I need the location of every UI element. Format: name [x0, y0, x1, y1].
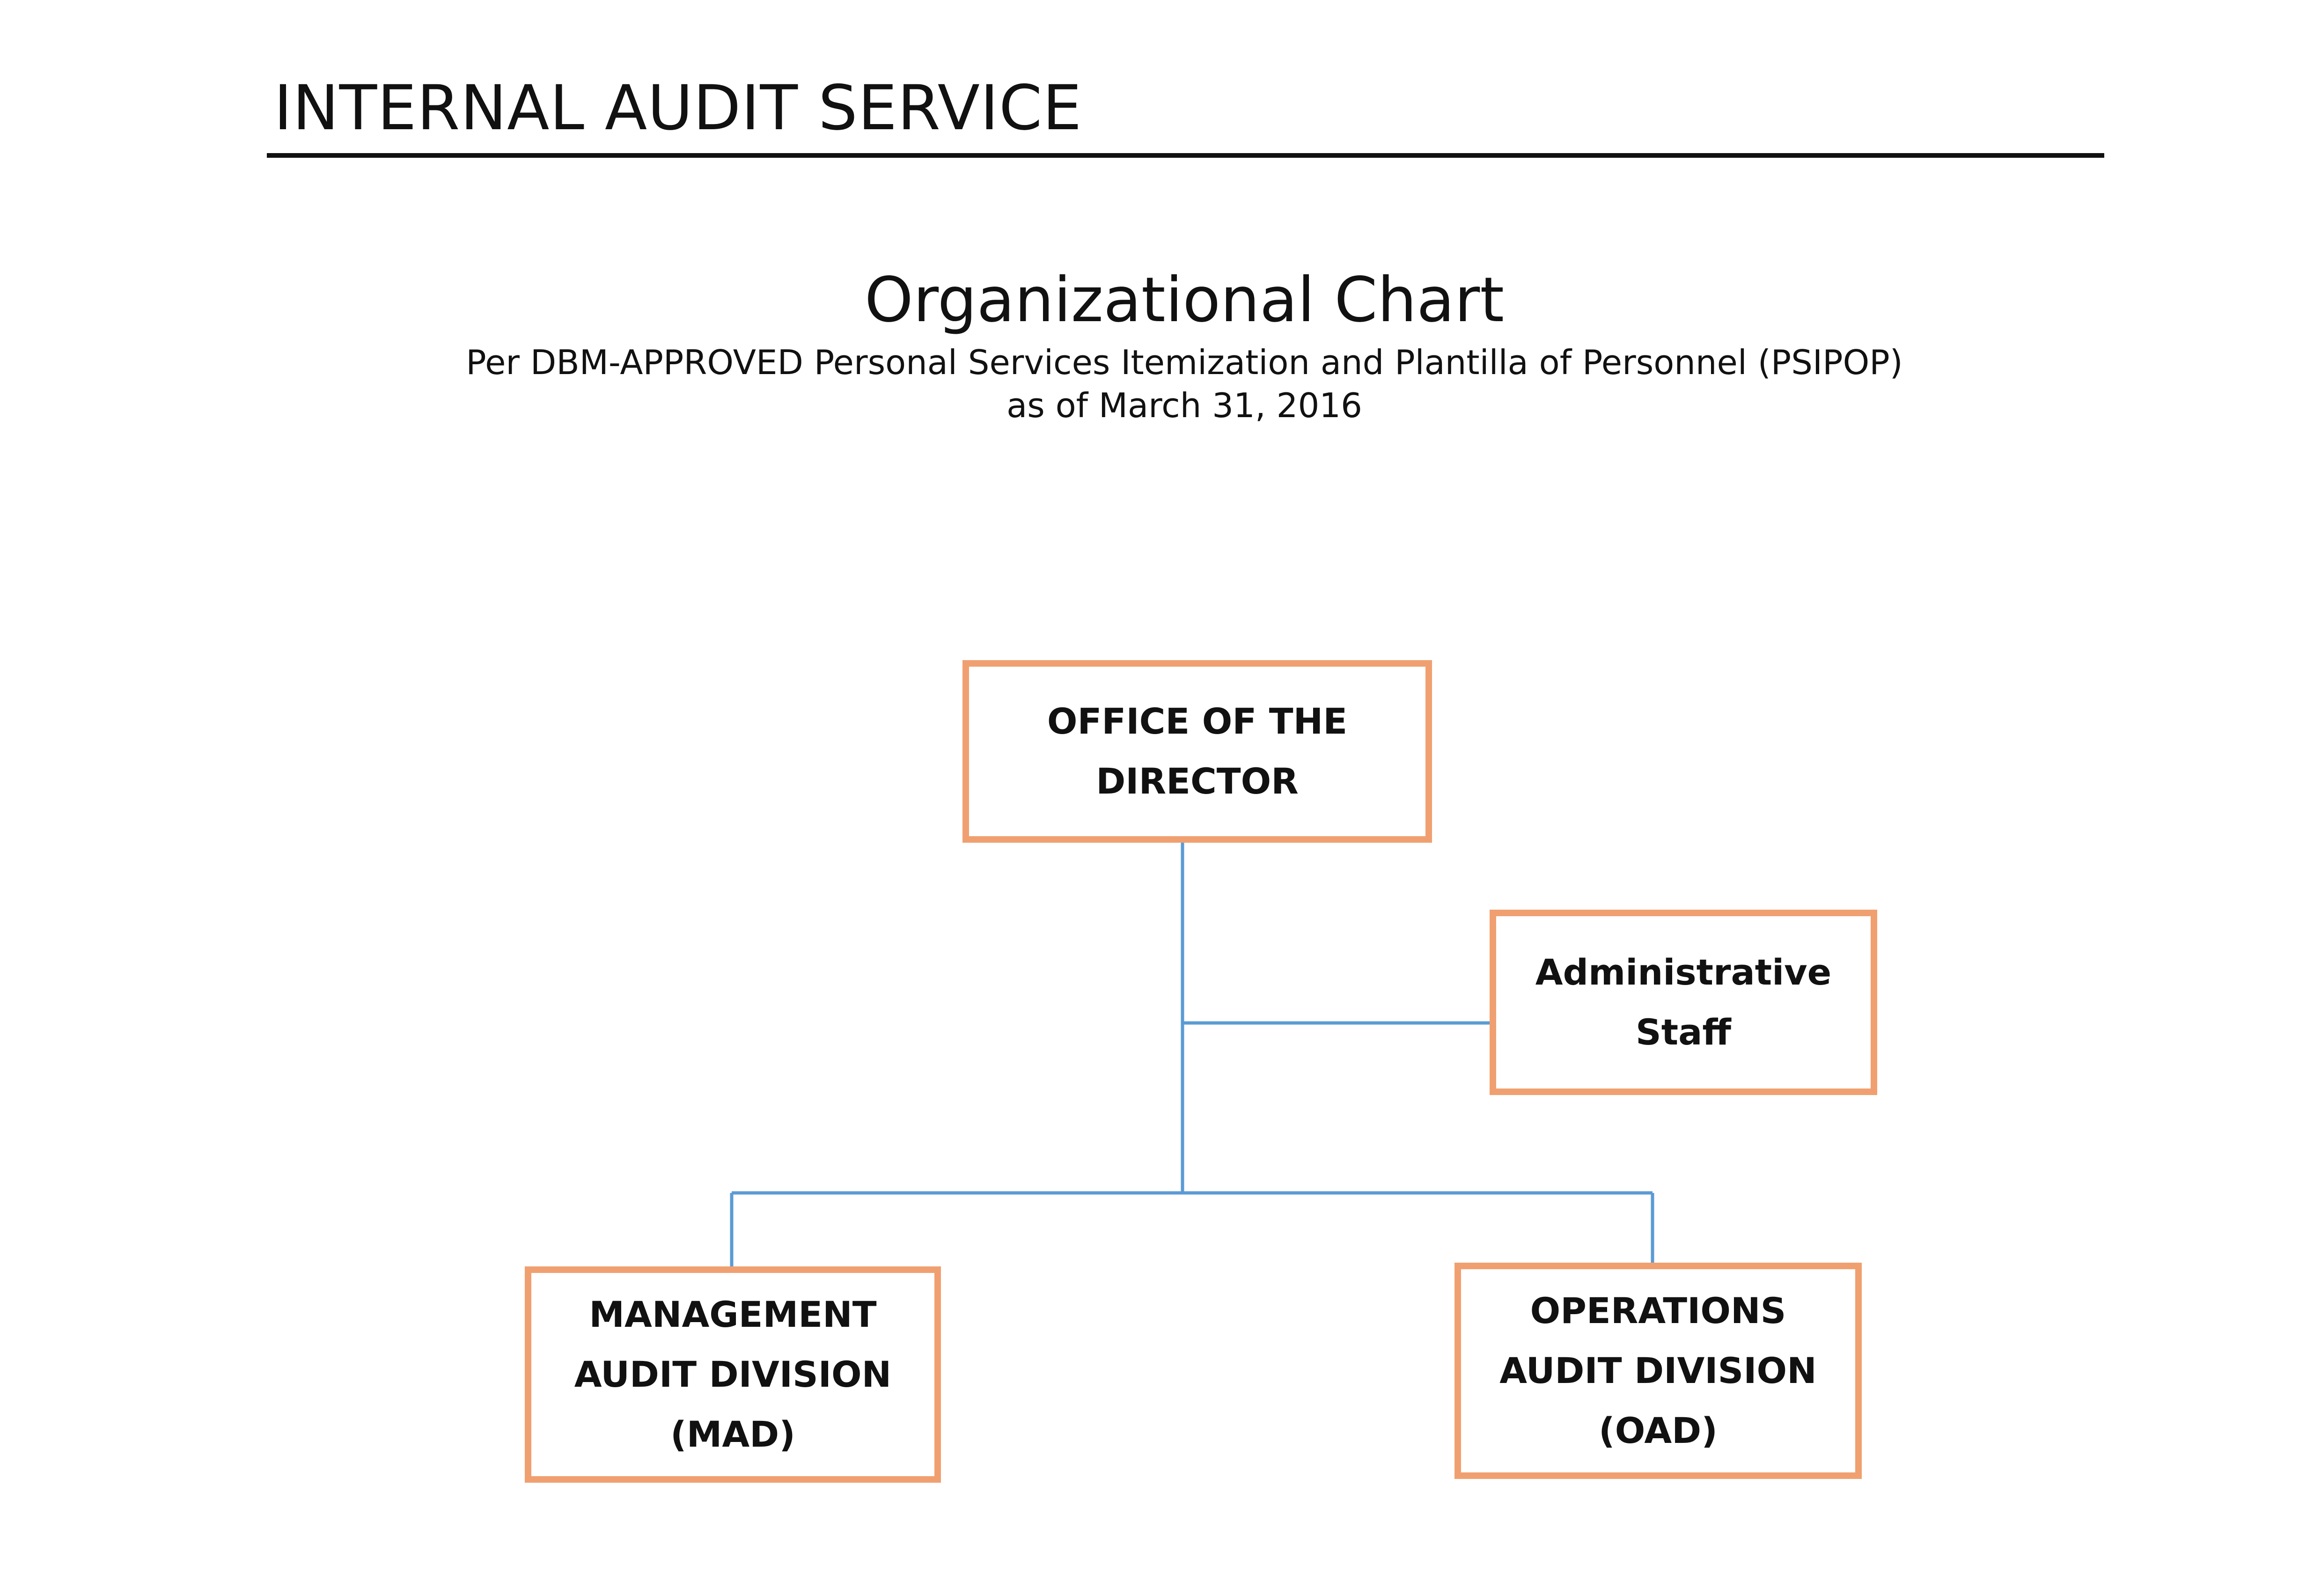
oad-label-line2: AUDIT DIVISION — [1499, 1350, 1817, 1391]
page-header-title: INTERNAL AUDIT SERVICE — [274, 72, 1082, 144]
oad-label-line3: (OAD) — [1599, 1410, 1718, 1451]
office-of-the-director-box — [962, 660, 1432, 843]
director-label-line2: DIRECTOR — [1096, 760, 1299, 802]
mad-label-line1: MANAGEMENT — [589, 1294, 877, 1335]
operations-audit-division-box — [1454, 1263, 1862, 1479]
admin-label-line1: Administrative — [1535, 951, 1832, 993]
mad-label-line3: (MAD) — [670, 1413, 795, 1455]
chart-subtitle: Per DBM-APPROVED Personal Services Itemization and Plantilla of Personnel (PSIPOP) — [466, 343, 1903, 382]
director-label-line1: OFFICE OF THE — [1047, 700, 1348, 742]
oad-label-line1: OPERATIONS — [1530, 1290, 1786, 1331]
chart-title: Organizational Chart — [864, 264, 1505, 336]
chart-date: as of March 31, 2016 — [1006, 386, 1362, 425]
admin-label-line2: Staff — [1636, 1011, 1731, 1053]
mad-label-line2: AUDIT DIVISION — [574, 1353, 892, 1395]
administrative-staff-box — [1490, 910, 1877, 1095]
management-audit-division-box — [525, 1266, 941, 1483]
